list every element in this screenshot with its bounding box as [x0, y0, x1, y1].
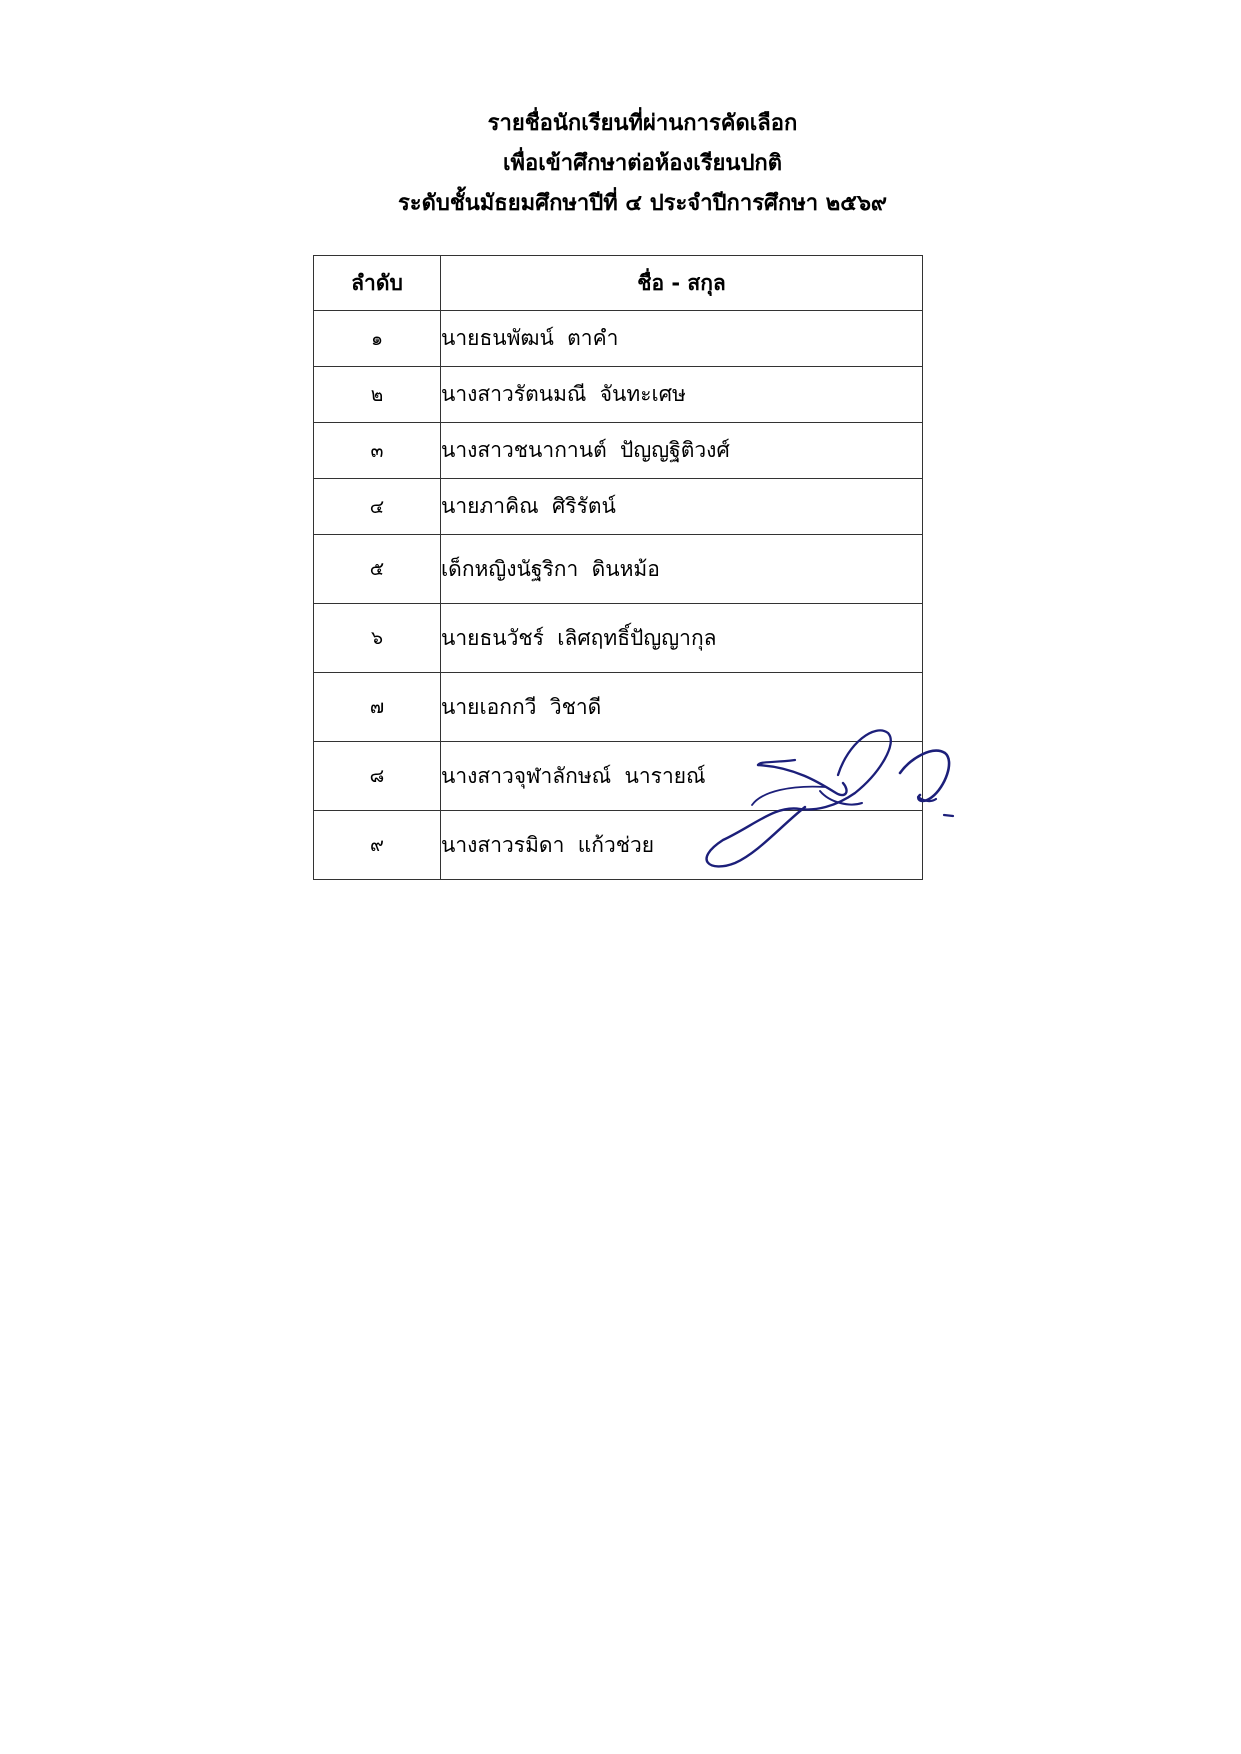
student-name: นายธนพัฒน์ ตาคำ	[441, 311, 923, 367]
student-name: นางสาวรัตนมณี จันทะเศษ	[441, 367, 923, 423]
table-row	[314, 811, 923, 880]
table-row	[314, 479, 923, 535]
document-title	[0, 104, 1241, 224]
table-row	[314, 367, 923, 423]
title-line-2: เพื่อเข้าศึกษาต่อห้องเรียนปกติ	[502, 151, 783, 176]
table-row	[314, 742, 923, 811]
table-row	[314, 423, 923, 479]
table-row	[314, 535, 923, 604]
row-number: ๓	[314, 423, 441, 479]
row-number: ๙	[314, 811, 441, 880]
table-row	[314, 311, 923, 367]
row-number: ๗	[314, 673, 441, 742]
student-name: นางสาวจุฬาลักษณ์ นารายณ์	[441, 742, 923, 811]
student-name: นายภาคิณ ศิริรัตน์	[441, 479, 923, 535]
student-name: นางสาวรมิดา แก้วช่วย	[441, 811, 923, 880]
student-name: นายเอกกวี วิชาดี	[441, 673, 923, 742]
title-line-1: รายชื่อนักเรียนที่ผ่านการคัดเลือก	[487, 111, 798, 136]
student-name: นางสาวชนากานต์ ปัญญฐิติวงศ์	[441, 423, 923, 479]
row-number: ๘	[314, 742, 441, 811]
column-header-order: ลำดับ	[314, 256, 441, 311]
row-number: ๖	[314, 604, 441, 673]
row-number: ๒	[314, 367, 441, 423]
student-name: เด็กหญิงนัฐริกา ดินหม้อ	[441, 535, 923, 604]
column-header-fullname: ชื่อ - สกุล	[441, 256, 923, 311]
table-row	[314, 673, 923, 742]
student-list-table	[313, 255, 923, 880]
student-name: นายธนวัชร์ เลิศฤทธิ์ปัญญากุล	[441, 604, 923, 673]
title-line-3: ระดับชั้นมัธยมศึกษาปีที่ ๔ ประจำปีการศึกษา ๒๕๖๙	[397, 191, 888, 216]
row-number: ๔	[314, 479, 441, 535]
row-number: ๕	[314, 535, 441, 604]
table-header-row	[314, 256, 923, 311]
row-number: ๑	[314, 311, 441, 367]
table-row	[314, 604, 923, 673]
